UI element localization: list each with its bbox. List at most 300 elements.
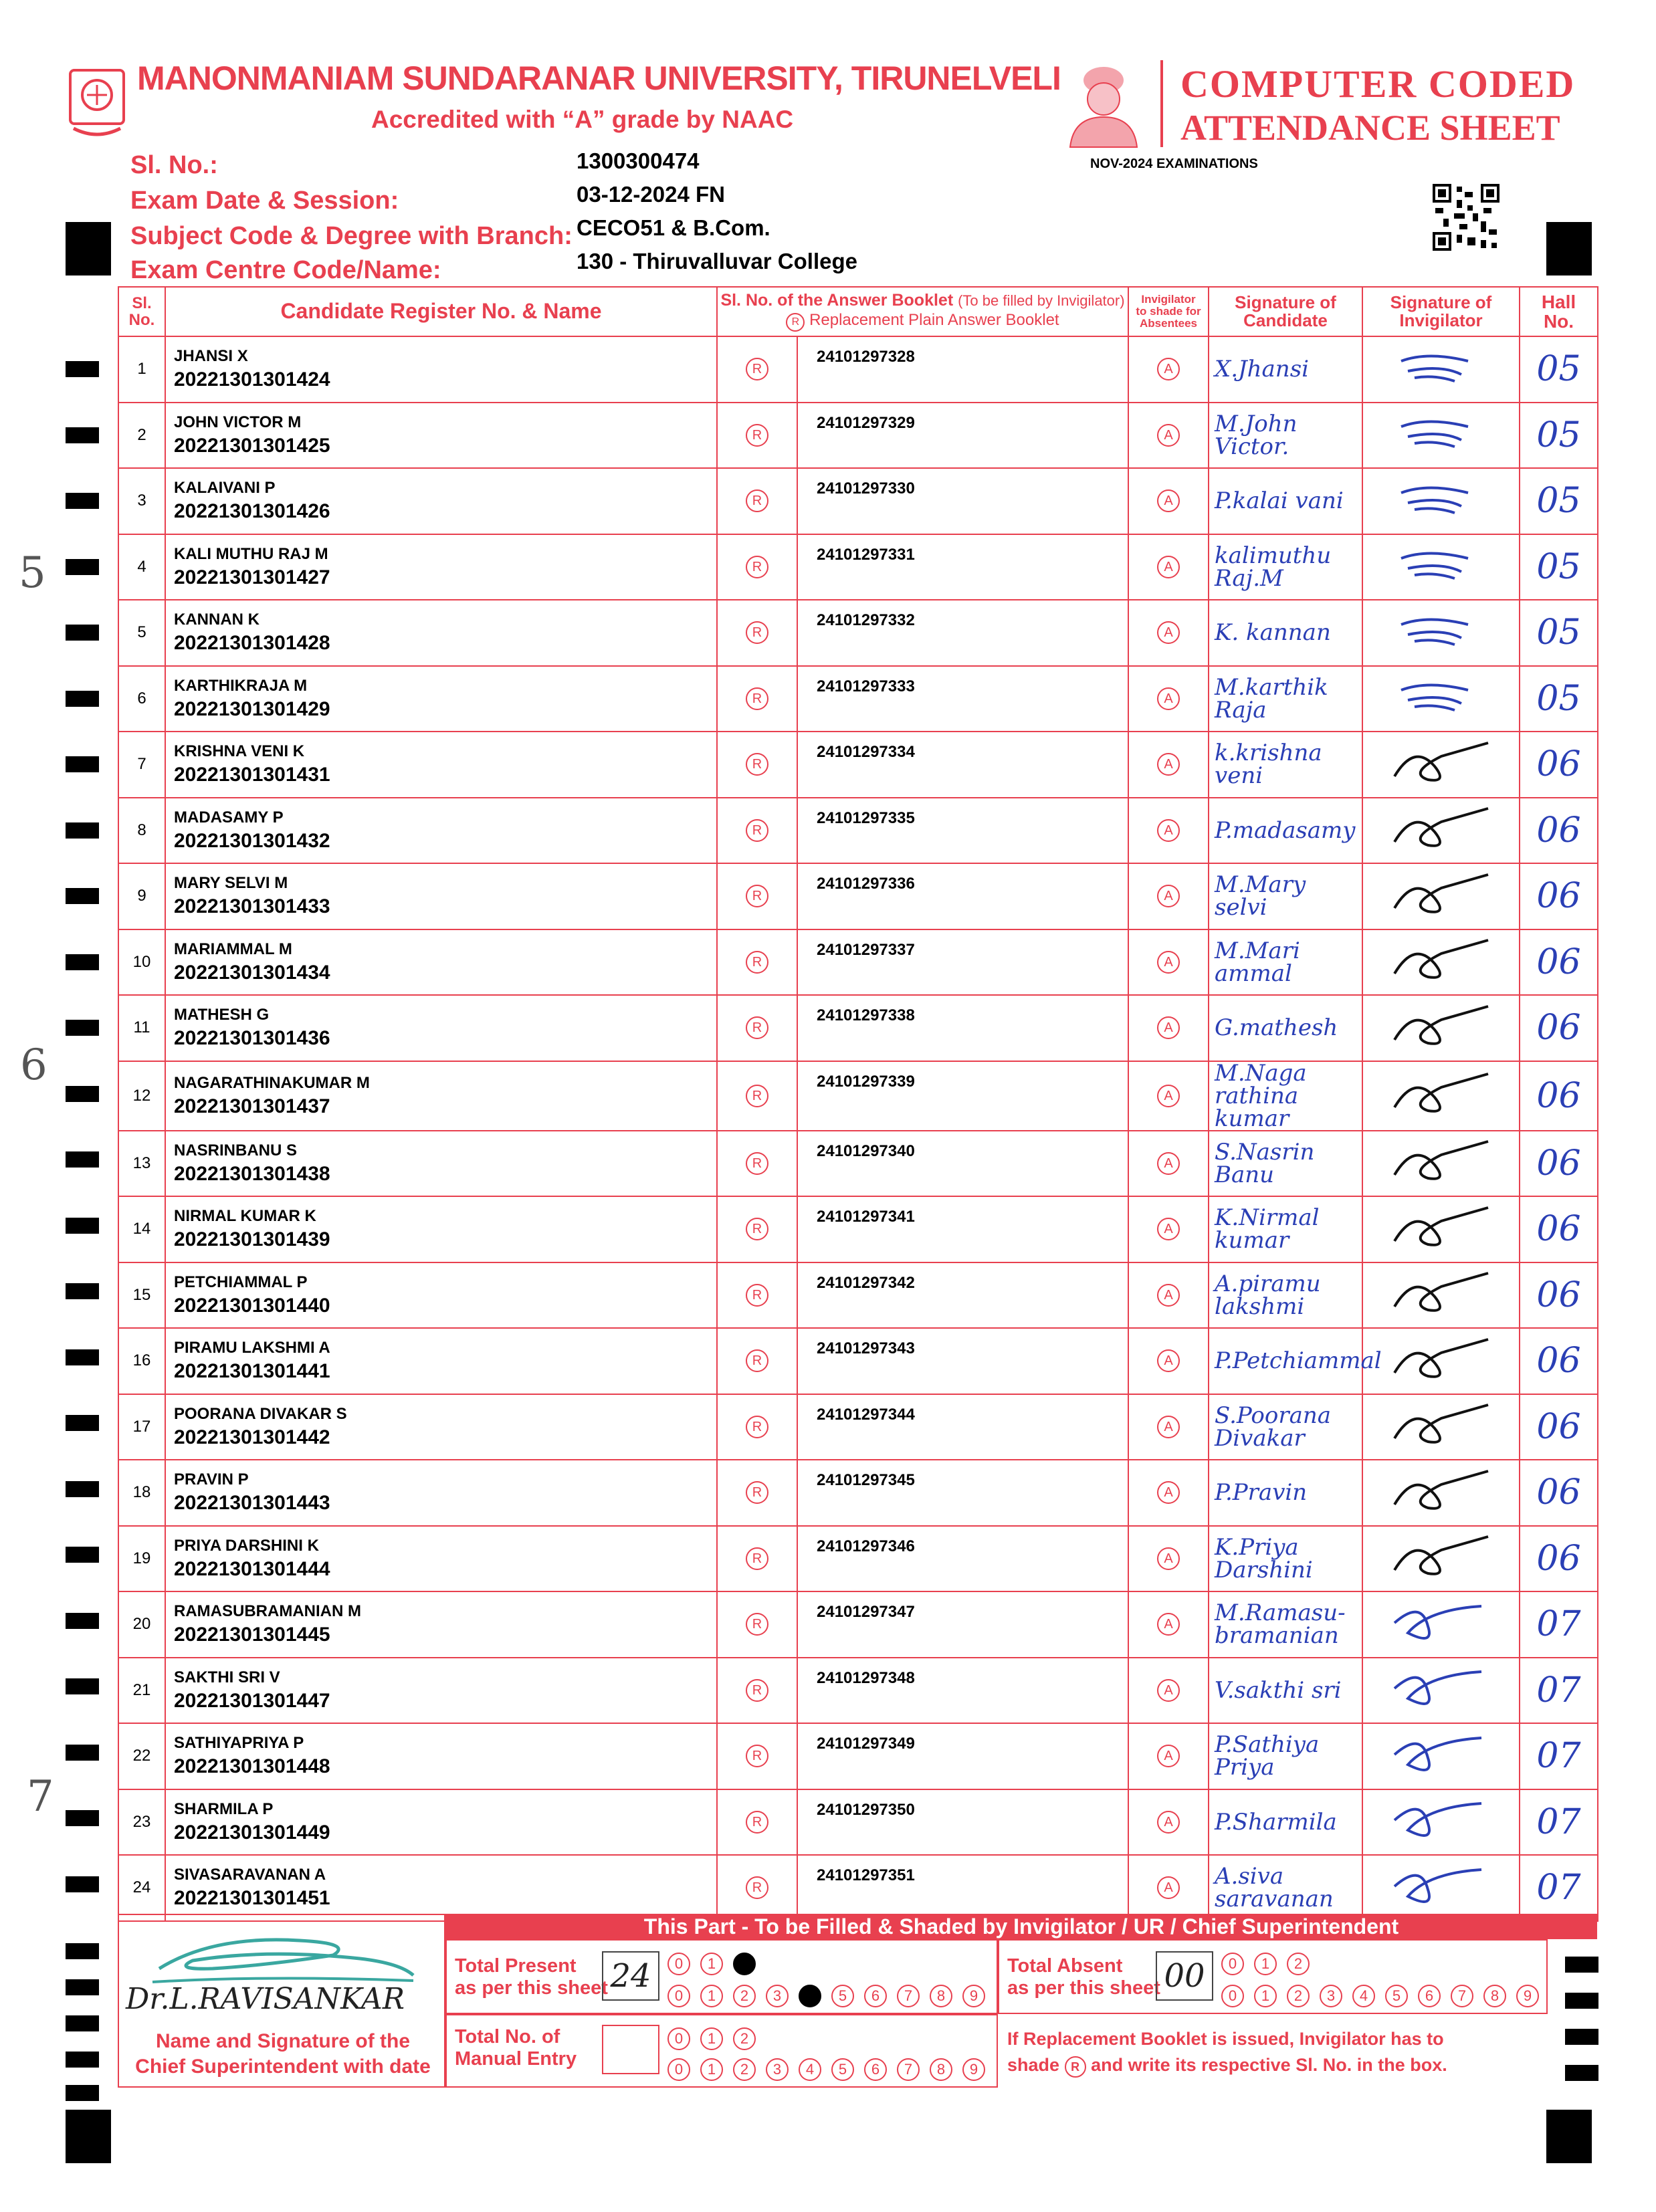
invigilator-signature-scribble [1374,1860,1508,1913]
replacement-cell[interactable] [717,863,797,929]
digit-bubble[interactable]: 5 [1385,1985,1408,2007]
replacement-cell[interactable] [717,336,797,403]
sl-no-cell: 1 [118,336,165,403]
candidate-name: SHARMILA P [174,1799,274,1818]
replacement-cell[interactable] [717,1789,797,1856]
replacement-cell[interactable] [717,534,797,600]
digit-bubble[interactable]: 2 [733,2058,756,2081]
replacement-bubble[interactable]: R [746,1152,768,1175]
replacement-cell[interactable] [717,1394,797,1460]
absent-bubble[interactable]: A [1157,1416,1180,1438]
replacement-cell[interactable] [717,1196,797,1262]
absent-bubble[interactable]: A [1157,1811,1180,1834]
candidate-name: MADASAMY P [174,808,284,826]
absent-cell[interactable] [1128,468,1209,534]
register-number: 20221301301426 [174,500,330,523]
invigilator-signature-scribble [1374,538,1508,592]
replacement-cell[interactable] [717,666,797,732]
chief-superintendent-box [118,1914,445,2088]
absent-bubble[interactable]: A [1157,1284,1180,1307]
replacement-cell[interactable] [717,995,797,1061]
absent-cell[interactable] [1128,1591,1209,1658]
replacement-cell[interactable] [717,1262,797,1329]
replacement-bubble[interactable]: R [746,1016,768,1039]
invigilator-signature-scribble [1374,1000,1508,1053]
candidate-name: SATHIYAPRIYA P [174,1734,304,1753]
manual-units-bubbles[interactable] [667,2058,995,2081]
table-row [118,863,1598,929]
absent-cell[interactable] [1128,403,1209,469]
invigilator-signature-scribble [1374,1530,1508,1583]
digit-bubble[interactable]: 4 [1352,1985,1375,2007]
replacement-bubble[interactable]: R [746,885,768,907]
candidate-cell [165,1723,717,1789]
candidate-signature: X.Jhansi [1209,336,1362,403]
candidate-name: MATHESH G [174,1006,270,1024]
replacement-bubble[interactable]: R [746,1547,768,1570]
digit-bubble[interactable]: 3 [766,2058,789,2081]
booklet-number: 24101297334 [797,732,1128,798]
header-signature-invigilator: Signature of Invigilator [1362,287,1520,336]
timing-mark-left [66,822,99,839]
replacement-circle-icon: R [786,313,805,332]
candidate-signature: M.Naga rathina kumar [1209,1061,1362,1131]
digit-bubble[interactable]: 5 [831,1985,854,2007]
candidate-cell [165,1591,717,1658]
absent-cell[interactable] [1128,1460,1209,1526]
candidate-name: MARY SELVI M [174,874,288,893]
header-invigilator-shade: Invigilator to shade for Absentees [1128,287,1209,336]
candidate-name: SAKTHI SRI V [174,1668,280,1686]
invigilator-signature-cell [1362,600,1520,666]
candidate-name: NAGARATHINAKUMAR M [174,1073,370,1092]
invigilator-signature-cell [1362,1723,1520,1789]
replacement-bubble[interactable]: R [746,1811,768,1834]
replacement-bubble[interactable]: R [746,1481,768,1504]
chief-label: Name and Signature of the Chief Superintendent with date [135,2030,431,2078]
absent-bubble[interactable]: A [1157,1679,1180,1702]
absent-bubble[interactable]: A [1157,885,1180,907]
sl-no-value: 1300300474 [577,148,700,173]
replacement-cell[interactable] [717,1526,797,1592]
digit-bubble[interactable]: 1 [700,1985,723,2007]
digit-bubble[interactable]: 5 [831,2058,854,2081]
absent-bubble[interactable]: A [1157,819,1180,842]
exam-date-value: 03-12-2024 FN [577,182,725,207]
candidate-cell [165,1196,717,1262]
table-row [118,1460,1598,1526]
sl-no-cell: 9 [118,863,165,929]
digit-bubble[interactable]: 4 [799,2058,821,2081]
absent-bubble[interactable]: A [1157,1481,1180,1504]
candidate-name: NASRINBANU S [174,1141,298,1159]
replacement-cell[interactable] [717,732,797,798]
hall-number: 06 [1520,798,1598,864]
timing-mark-left [66,625,99,641]
absent-tens-bubbles[interactable] [1221,1953,1320,1975]
booklet-number: 24101297330 [797,468,1128,534]
timing-mark-left [66,1745,99,1761]
absent-cell[interactable] [1128,534,1209,600]
hall-number: 07 [1520,1723,1598,1789]
register-number: 20221301301451 [174,1887,330,1910]
candidate-signature: M.Ramasu-bramanian [1209,1591,1362,1658]
timing-mark-left [66,1349,99,1365]
absent-cell[interactable] [1128,1394,1209,1460]
replacement-cell[interactable] [717,1460,797,1526]
replacement-bubble[interactable]: R [746,687,768,710]
absent-cell[interactable] [1128,929,1209,996]
candidate-cell [165,1658,717,1724]
register-number: 20221301301428 [174,632,330,655]
replacement-bubble[interactable]: R [746,424,768,447]
sl-no-cell: 7 [118,732,165,798]
candidate-signature: A.siva saravanan [1209,1855,1362,1921]
digit-bubble[interactable]: 6 [1418,1985,1441,2007]
replacement-cell[interactable] [717,929,797,996]
absent-cell[interactable] [1128,1061,1209,1131]
absent-cell[interactable] [1128,336,1209,403]
hall-number: 05 [1520,666,1598,732]
hall-number: 07 [1520,1855,1598,1921]
candidate-signature: P.Sathiya Priya [1209,1723,1362,1789]
hall-number: 06 [1520,1262,1598,1329]
digit-bubble[interactable]: 3 [766,1985,789,2007]
table-row [118,600,1598,666]
digit-bubble[interactable]: 1 [700,1953,723,1975]
manual-entry-value[interactable] [602,2025,659,2074]
table-row [118,468,1598,534]
sl-no-cell: 15 [118,1262,165,1329]
absent-cell[interactable] [1128,1855,1209,1921]
absent-cell[interactable] [1128,1262,1209,1329]
register-number: 20221301301439 [174,1228,330,1251]
timing-mark-left [66,1020,99,1036]
sl-no-label: Sl. No.: [130,151,218,179]
absent-cell[interactable] [1128,1723,1209,1789]
replacement-bubble[interactable]: R [746,358,768,380]
invigilator-signature-cell [1362,863,1520,929]
candidate-name: POORANA DIVAKAR S [174,1404,347,1423]
table-row [118,534,1598,600]
digit-bubble[interactable]: 2 [733,1985,756,2007]
qr-code-icon [1433,184,1499,251]
digit-bubble[interactable]: 1 [700,2058,723,2081]
sl-no-cell: 24 [118,1855,165,1921]
hall-number: 06 [1520,1328,1598,1394]
invigilator-signature-cell [1362,1262,1520,1329]
candidate-signature: K.Nirmal kumar [1209,1196,1362,1262]
replacement-note: If Replacement Booklet is issued, Invigilator has to shade R and write its respective Sl. No. in the box. [1007,2026,1447,2078]
absent-cell[interactable] [1128,1789,1209,1856]
timing-mark-left [66,427,99,443]
booklet-number: 24101297340 [797,1131,1128,1197]
replacement-bubble[interactable]: R [746,1218,768,1240]
replacement-bubble[interactable]: R [746,753,768,776]
digit-bubble[interactable]: 7 [897,1985,920,2007]
sl-no-cell: 4 [118,534,165,600]
replacement-cell[interactable] [717,1131,797,1197]
replacement-bubble[interactable]: R [746,621,768,644]
invigilator-signature-cell [1362,1855,1520,1921]
replacement-cell[interactable] [717,798,797,864]
timing-mark-top-right [1546,222,1592,275]
replacement-cell[interactable] [717,1591,797,1658]
margin-mark: 7 [27,1772,54,1821]
replacement-bubble[interactable]: R [746,1679,768,1702]
digit-bubble[interactable]: 6 [864,1985,887,2007]
replacement-cell[interactable] [717,1855,797,1921]
invigilator-signature-cell [1362,1394,1520,1460]
sl-no-cell: 10 [118,929,165,996]
digit-bubble[interactable]: 8 [1483,1985,1506,2007]
timing-mark-bottom-left [66,2110,111,2163]
timing-mark-left [66,2015,99,2031]
candidate-signature: P.Pravin [1209,1460,1362,1526]
absent-bubble[interactable]: A [1157,1745,1180,1767]
invigilator-signature-cell [1362,1526,1520,1592]
digit-bubble[interactable]: 6 [864,2058,887,2081]
booklet-number: 24101297350 [797,1789,1128,1856]
register-number: 20221301301449 [174,1821,330,1844]
invigilator-signature-scribble [1374,1201,1508,1254]
absent-bubble[interactable]: A [1157,1876,1180,1899]
digit-bubble[interactable]: 9 [962,1985,985,2007]
candidate-cell [165,798,717,864]
absent-cell[interactable] [1128,1196,1209,1262]
candidate-cell [165,534,717,600]
replacement-bubble[interactable]: R [746,1085,768,1107]
digit-bubble[interactable]: 1 [1254,1953,1277,1975]
invigilator-signature-scribble [1374,1464,1508,1518]
absent-bubble[interactable]: A [1157,358,1180,380]
digit-bubble[interactable]: 9 [1516,1985,1539,2007]
digit-bubble[interactable]: 7 [1451,1985,1473,2007]
replacement-bubble[interactable]: R [746,951,768,974]
replacement-cell[interactable] [717,468,797,534]
table-row [118,1262,1598,1329]
digit-bubble[interactable]: 0 [1221,1953,1244,1975]
table-row [118,1526,1598,1592]
table-row [118,1789,1598,1856]
absent-cell[interactable] [1128,666,1209,732]
digit-bubble[interactable]: 0 [1221,1985,1244,2007]
replacement-bubble[interactable]: R [746,1416,768,1438]
absent-bubble[interactable]: A [1157,951,1180,974]
candidate-name: KARTHIKRAJA M [174,676,308,695]
invigilator-signature-scribble [1374,1793,1508,1847]
hall-number: 06 [1520,929,1598,996]
candidate-name: NIRMAL KUMAR K [174,1207,316,1226]
booklet-number: 24101297336 [797,863,1128,929]
replacement-cell[interactable] [717,1723,797,1789]
absent-cell[interactable] [1128,1328,1209,1394]
timing-mark-left [66,1613,99,1629]
invigilator-signature-cell [1362,403,1520,469]
absent-bubble[interactable]: A [1157,1349,1180,1372]
candidate-cell [165,1262,717,1329]
booklet-number: 24101297333 [797,666,1128,732]
candidate-name: JHANSI X [174,347,248,366]
candidate-signature: G.mathesh [1209,995,1362,1061]
invigilator-signature-scribble [1374,933,1508,987]
table-row [118,1855,1598,1921]
absent-bubble[interactable]: A [1157,1218,1180,1240]
booklet-number: 24101297343 [797,1328,1128,1394]
timing-mark-left [66,1678,99,1694]
absent-bubble[interactable]: A [1157,1547,1180,1570]
digit-bubble[interactable]: 2 [733,1953,756,1975]
replacement-bubble[interactable]: R [746,489,768,512]
exam-date-label: Exam Date & Session: [130,187,399,215]
sl-no-cell: 19 [118,1526,165,1592]
invigilator-signature-cell [1362,1658,1520,1724]
digit-bubble[interactable]: 9 [962,2058,985,2081]
subject-value: CECO51 & B.Com. [577,215,770,240]
invigilator-signature-cell [1362,534,1520,600]
replacement-bubble[interactable]: R [746,556,768,578]
absent-cell[interactable] [1128,995,1209,1061]
replacement-cell[interactable] [717,1061,797,1131]
timing-mark-left [66,1481,99,1497]
header-hall-no: Hall No. [1520,287,1598,336]
candidate-name: PETCHIAMMAL P [174,1273,308,1291]
booklet-number: 24101297347 [797,1591,1128,1658]
absent-cell[interactable] [1128,1131,1209,1197]
absent-bubble[interactable]: A [1157,1016,1180,1039]
candidate-name: KRISHNA VENI K [174,742,305,761]
invigilator-signature-cell [1362,929,1520,996]
timing-mark-left [66,1876,99,1892]
booklet-number: 24101297328 [797,336,1128,403]
digit-bubble[interactable]: 7 [897,2058,920,2081]
candidate-signature: V.sakthi sri [1209,1658,1362,1724]
register-number: 20221301301448 [174,1755,330,1778]
hall-number: 05 [1520,600,1598,666]
replacement-bubble[interactable]: R [746,1284,768,1307]
absent-bubble[interactable]: A [1157,753,1180,776]
replacement-bubble[interactable]: R [746,1745,768,1767]
header-sl-no: Sl. No. [118,287,165,336]
hall-number: 07 [1520,1658,1598,1724]
candidate-signature: kalimuthu Raj.M [1209,534,1362,600]
replacement-cell[interactable] [717,600,797,666]
accreditation-text: Accredited with “A” grade by NAAC [371,106,794,133]
absent-bubble[interactable]: A [1157,556,1180,578]
absent-bubble[interactable]: A [1157,424,1180,447]
replacement-bubble[interactable]: R [746,1349,768,1372]
invigilator-signature-scribble [1374,341,1508,395]
absent-cell[interactable] [1128,732,1209,798]
total-absent-value[interactable]: 00 [1156,1951,1213,2001]
digit-bubble[interactable]: 0 [667,2027,690,2050]
replacement-bubble[interactable]: R [746,819,768,842]
absent-cell[interactable] [1128,600,1209,666]
absent-cell[interactable] [1128,863,1209,929]
absent-bubble[interactable]: A [1157,489,1180,512]
candidate-signature: M.karthik Raja [1209,666,1362,732]
candidate-signature: M.Mary selvi [1209,863,1362,929]
absent-units-bubbles[interactable] [1221,1985,1549,2007]
candidate-signature: k.krishna veni [1209,732,1362,798]
invigilator-signature-scribble [1374,1596,1508,1650]
hall-number: 06 [1520,1394,1598,1460]
absent-bubble[interactable]: A [1157,1085,1180,1107]
timing-mark-left [66,1218,99,1234]
candidate-cell [165,863,717,929]
candidate-cell [165,336,717,403]
absent-bubble[interactable]: A [1157,1152,1180,1175]
absent-bubble[interactable]: A [1157,621,1180,644]
invigilator-signature-scribble [1374,604,1508,658]
hall-number: 06 [1520,1061,1598,1131]
sl-no-cell: 21 [118,1658,165,1724]
digit-bubble[interactable]: 4 [799,1985,821,2007]
digit-bubble[interactable]: 2 [1287,1985,1310,2007]
digit-bubble[interactable]: 3 [1320,1985,1342,2007]
manual-tens-bubbles[interactable] [667,2027,766,2050]
replacement-cell[interactable] [717,403,797,469]
total-present-value[interactable]: 24 [602,1951,659,2001]
margin-mark: 6 [20,1040,47,1090]
absent-cell[interactable] [1128,1526,1209,1592]
present-tens-bubbles[interactable] [667,1953,766,1975]
digit-bubble[interactable]: 2 [733,2027,756,2050]
hall-number: 05 [1520,336,1598,403]
absent-cell[interactable] [1128,1658,1209,1724]
candidate-cell [165,1328,717,1394]
candidate-signature: S.Nasrin Banu [1209,1131,1362,1197]
fill-band-title: This Part - To be Filled & Shaded by Invigilator / UR / Chief Superintendent [445,1914,1597,1939]
register-number: 20221301301429 [174,697,330,720]
booklet-number: 24101297346 [797,1526,1128,1592]
digit-bubble[interactable]: 0 [667,1985,690,2007]
candidate-signature: A.piramu lakshmi [1209,1262,1362,1329]
invigilator-signature-scribble [1374,868,1508,921]
absent-bubble[interactable]: A [1157,1613,1180,1636]
digit-bubble[interactable]: 1 [1254,1985,1277,2007]
candidate-signature: K. kannan [1209,600,1362,666]
replacement-cell[interactable] [717,1658,797,1724]
candidate-signature: S.Poorana Divakar [1209,1394,1362,1460]
invigilator-signature-cell [1362,666,1520,732]
timing-mark-left [66,888,99,904]
replacement-cell[interactable] [717,1328,797,1394]
replacement-bubble[interactable]: R [746,1613,768,1636]
absent-bubble[interactable]: A [1157,687,1180,710]
digit-bubble[interactable]: 0 [667,1953,690,1975]
invigilator-signature-scribble [1374,802,1508,855]
register-number: 20221301301424 [174,368,330,391]
timing-mark-left [66,1283,99,1299]
present-units-bubbles[interactable] [667,1985,995,2007]
timing-mark-left [66,756,99,772]
digit-bubble[interactable]: 8 [930,1985,952,2007]
timing-mark-left [66,1086,99,1102]
candidate-cell [165,1460,717,1526]
register-number: 20221301301431 [174,764,330,786]
replacement-bubble[interactable]: R [746,1876,768,1899]
hall-number: 06 [1520,1526,1598,1592]
hall-number: 07 [1520,1591,1598,1658]
absent-cell[interactable] [1128,798,1209,864]
sl-no-cell: 22 [118,1723,165,1789]
digit-bubble[interactable]: 2 [1287,1953,1310,1975]
digit-bubble[interactable]: 8 [930,2058,952,2081]
digit-bubble[interactable]: 0 [667,2058,690,2081]
candidate-cell [165,929,717,996]
digit-bubble[interactable]: 1 [700,2027,723,2050]
